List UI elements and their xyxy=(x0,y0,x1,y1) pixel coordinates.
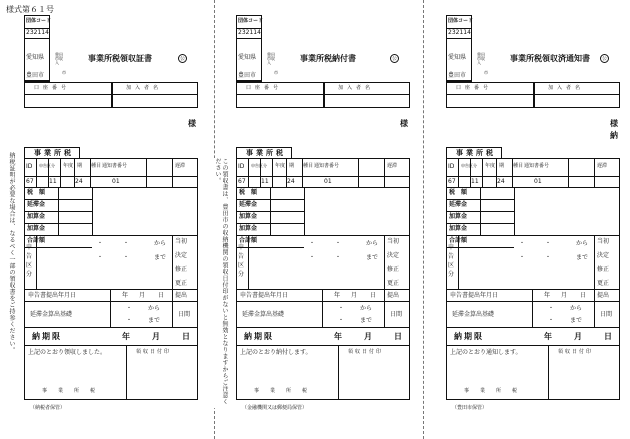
val-year: 24 xyxy=(287,178,295,185)
val-type: 11 xyxy=(261,178,269,185)
statement: 上記のとおり通知します。 xyxy=(450,349,522,356)
receipt-stamp-label: 領収日付印 xyxy=(348,349,384,355)
vline xyxy=(60,158,61,187)
hline xyxy=(24,38,50,39)
vline xyxy=(172,235,173,289)
form-title: 事業所税領収証書 xyxy=(88,54,152,63)
vline xyxy=(458,158,459,187)
col-period: 期 xyxy=(499,163,505,169)
right-label-1: 決定 xyxy=(597,252,610,259)
vline xyxy=(248,235,249,289)
hline xyxy=(446,94,620,95)
hline xyxy=(24,247,92,248)
deadline-year: 年 xyxy=(544,332,552,341)
vline xyxy=(594,289,595,301)
section-tab-label: 事業所税 xyxy=(456,149,496,157)
month-label: 月 xyxy=(351,292,358,299)
honorific-2: 納 xyxy=(610,131,618,140)
city: 豊田市 xyxy=(238,72,257,79)
circle-mark: 公 xyxy=(391,56,397,62)
col-overdue: 遅滞 xyxy=(387,163,398,169)
day-label: 日 xyxy=(158,292,165,299)
dot-5: ・ xyxy=(548,305,555,312)
amount-label-row_tax: 税 額 xyxy=(27,189,46,196)
right-label-0: 当初 xyxy=(597,238,610,245)
dot-4: ・ xyxy=(335,254,342,261)
stamp-label: 豊田市収入 xyxy=(55,52,63,65)
deadline-month: 月 xyxy=(574,332,582,341)
right-label-2: 修正 xyxy=(387,266,400,273)
col-overdue: 遅滞 xyxy=(597,163,608,169)
right-label-0: 当初 xyxy=(175,238,188,245)
vline xyxy=(322,289,323,301)
col-year: 年度 xyxy=(485,163,496,169)
col-year: 年度 xyxy=(275,163,286,169)
right-label-3: 更正 xyxy=(387,280,400,287)
col-year: 年度 xyxy=(63,163,74,169)
dot-5: ・ xyxy=(338,305,345,312)
amount-label-row_delay: 延滞金 xyxy=(449,201,468,208)
year-label: 年 xyxy=(122,292,129,299)
section-tab-label: 事業所税 xyxy=(34,149,74,157)
right-label-1: 決定 xyxy=(387,252,400,259)
hline xyxy=(236,345,410,346)
year-label: 年 xyxy=(544,292,551,299)
delay-calc-label: 延滞金算出基礎 xyxy=(242,311,285,318)
day-label: 日 xyxy=(370,292,377,299)
to-label: まで xyxy=(366,254,379,261)
hline xyxy=(24,94,198,95)
deadline-label: 納期限 xyxy=(244,332,274,341)
deadline-month: 月 xyxy=(364,332,372,341)
delay-calc-label: 延滞金算出基礎 xyxy=(452,311,495,318)
honorific: 様 xyxy=(610,119,618,128)
separator-2 xyxy=(423,0,424,439)
prefecture: 愛知県 xyxy=(26,54,45,61)
from-label: から xyxy=(576,240,589,247)
vline xyxy=(384,289,385,301)
mark-from: から xyxy=(360,305,373,312)
amount-label-row_total: 合計額 xyxy=(449,237,468,244)
vline xyxy=(384,235,385,289)
office-bottom: 事 業 所 税 xyxy=(464,388,521,394)
account-label: 口座番号 xyxy=(246,85,283,91)
declare-label: 申告区分 xyxy=(26,244,33,278)
col-notice: 通知書番号 xyxy=(524,163,550,169)
dot-6: ・ xyxy=(548,317,555,324)
submit-label: 提出 xyxy=(387,292,400,299)
prefecture: 愛知県 xyxy=(238,54,257,61)
hline xyxy=(446,327,620,328)
subscriber-label: 加入者名 xyxy=(126,85,163,91)
code-label: 団体コード xyxy=(238,18,264,24)
dot-1: ・ xyxy=(309,240,316,247)
val-year: 24 xyxy=(75,178,83,185)
right-label-1: 決定 xyxy=(175,252,188,259)
honorific: 様 xyxy=(400,119,408,128)
deadline-day: 日 xyxy=(604,332,612,341)
val-year: 24 xyxy=(497,178,505,185)
receipt-stamp-label: 領収日付印 xyxy=(136,349,172,355)
statement: 上記のとおり納付します。 xyxy=(240,349,312,356)
submit-label: 提出 xyxy=(175,292,188,299)
deadline-month: 月 xyxy=(152,332,160,341)
dot-4: ・ xyxy=(545,254,552,261)
circle-mark: 公 xyxy=(601,56,607,62)
vline xyxy=(172,289,173,301)
vline xyxy=(92,187,93,235)
code-label: 団体コード xyxy=(448,18,474,24)
col-type: 申告区分 xyxy=(39,163,55,168)
prefecture: 愛知県 xyxy=(448,54,467,61)
small-label: 市 xyxy=(484,70,488,75)
statement: 上記のとおり領収しました。 xyxy=(28,349,107,356)
hline xyxy=(446,345,620,346)
dot-3: ・ xyxy=(519,254,526,261)
amount-label-row_tax: 税 額 xyxy=(449,189,468,196)
from-label: から xyxy=(366,240,379,247)
vline xyxy=(304,187,305,235)
vline xyxy=(480,187,481,235)
subscriber-label: 加入者名 xyxy=(548,85,585,91)
vline xyxy=(270,187,271,235)
vline xyxy=(384,301,385,327)
amount-label-row_tax: 税 額 xyxy=(239,189,258,196)
mark-to: まで xyxy=(360,317,373,324)
form-title: 事業所税納付書 xyxy=(300,54,356,63)
account-label: 口座番号 xyxy=(34,85,71,91)
deadline-day: 日 xyxy=(182,332,190,341)
deadline-year: 年 xyxy=(122,332,130,341)
amount-label-row_add1: 加算金 xyxy=(449,213,468,220)
amount-label-row_add1: 加算金 xyxy=(27,213,46,220)
col-period: 期 xyxy=(77,163,83,169)
footer-note: （金融機関又は郵便局保管） xyxy=(242,405,308,411)
days-label: 日間 xyxy=(600,311,613,318)
right-label-2: 修正 xyxy=(175,266,188,273)
col-id: ID xyxy=(238,163,245,170)
declare-label: 申告区分 xyxy=(238,244,245,278)
circle-mark: 公 xyxy=(179,56,185,62)
mark-from: から xyxy=(570,305,583,312)
small-label: 市 xyxy=(274,70,278,75)
hline xyxy=(446,187,620,188)
amount-label-row_add2: 加算金 xyxy=(449,225,468,232)
col-type: 申告区分 xyxy=(461,163,477,168)
hline xyxy=(236,327,410,328)
vline xyxy=(272,158,273,187)
val-kind: 01 xyxy=(534,178,542,185)
submit-label: 提出 xyxy=(597,292,610,299)
account-label: 口座番号 xyxy=(456,85,493,91)
vline xyxy=(58,187,59,235)
col-kind: 種目 xyxy=(91,163,102,169)
form-1 xyxy=(22,0,198,439)
amount-label-row_add1: 加算金 xyxy=(239,213,258,220)
vline xyxy=(36,158,37,187)
amount-label-row_add2: 加算金 xyxy=(27,225,46,232)
to-label: まで xyxy=(576,254,589,261)
hline xyxy=(446,247,514,248)
val-kind: 01 xyxy=(112,178,120,185)
vline xyxy=(594,235,595,289)
vline xyxy=(36,235,37,289)
delay-calc-label: 延滞金算出基礎 xyxy=(30,311,73,318)
dot-3: ・ xyxy=(97,254,104,261)
amount-label-row_total: 合計額 xyxy=(27,237,46,244)
val-id: 67 xyxy=(26,178,34,185)
vline xyxy=(338,345,339,400)
amount-label-row_delay: 延滞金 xyxy=(27,201,46,208)
vline xyxy=(248,158,249,187)
stamp-label: 豊田市収入 xyxy=(267,52,275,65)
year-label: 年 xyxy=(334,292,341,299)
side-note-left: 納税証明が必要な場合は、なるべく一部の領収書をご持参ください。 xyxy=(8,152,15,354)
vline xyxy=(126,345,127,400)
dot-5: ・ xyxy=(126,305,133,312)
col-id: ID xyxy=(448,163,455,170)
deadline-label: 納期限 xyxy=(32,332,62,341)
right-label-0: 当初 xyxy=(387,238,400,245)
col-overdue: 遅滞 xyxy=(175,163,186,169)
vline xyxy=(146,158,147,187)
stamp-label: 豊田市収入 xyxy=(477,52,485,65)
dot-1: ・ xyxy=(97,240,104,247)
vline xyxy=(514,187,515,235)
hline xyxy=(236,187,410,188)
col-notice: 通知書番号 xyxy=(314,163,340,169)
vline xyxy=(548,345,549,400)
col-kind: 種目 xyxy=(513,163,524,169)
dot-6: ・ xyxy=(126,317,133,324)
hline xyxy=(24,327,198,328)
day-label: 日 xyxy=(580,292,587,299)
amount-label-row_add2: 加算金 xyxy=(239,225,258,232)
vline xyxy=(358,158,359,187)
vline xyxy=(568,158,569,187)
form-3 xyxy=(444,0,620,439)
val-id: 67 xyxy=(448,178,456,185)
hline xyxy=(24,345,198,346)
col-notice: 通知書番号 xyxy=(102,163,128,169)
report-date-label: 申告書提出年月日 xyxy=(240,292,289,299)
honorific: 様 xyxy=(188,119,196,128)
val-id: 67 xyxy=(238,178,246,185)
right-label-3: 更正 xyxy=(597,280,610,287)
right-label-3: 更正 xyxy=(175,280,188,287)
section-tab-label: 事業所税 xyxy=(246,149,286,157)
month-label: 月 xyxy=(139,292,146,299)
dot-6: ・ xyxy=(338,317,345,324)
dot-2: ・ xyxy=(335,240,342,247)
vline xyxy=(110,301,111,327)
city: 豊田市 xyxy=(26,72,45,79)
form-number: 様式第６１号 xyxy=(6,5,54,14)
report-date-label: 申告書提出年月日 xyxy=(450,292,499,299)
subscriber-label: 加入者名 xyxy=(338,85,375,91)
to-label: まで xyxy=(154,254,167,261)
office-bottom: 事 業 所 税 xyxy=(42,388,99,394)
hline xyxy=(236,94,410,95)
code-value: 232114 xyxy=(448,29,471,36)
val-kind: 01 xyxy=(324,178,332,185)
days-label: 日間 xyxy=(178,311,191,318)
vline xyxy=(482,158,483,187)
dot-4: ・ xyxy=(123,254,130,261)
val-type: 11 xyxy=(471,178,479,185)
vline xyxy=(532,301,533,327)
code-value: 232114 xyxy=(238,29,261,36)
col-period: 期 xyxy=(289,163,295,169)
from-label: から xyxy=(154,240,167,247)
vline xyxy=(594,158,595,187)
receipt-stamp-label: 領収日付印 xyxy=(558,349,594,355)
vline xyxy=(532,289,533,301)
deadline-day: 日 xyxy=(394,332,402,341)
dot-2: ・ xyxy=(123,240,130,247)
vline xyxy=(322,301,323,327)
days-label: 日間 xyxy=(390,311,403,318)
vline xyxy=(458,235,459,289)
small-label: 市 xyxy=(62,70,66,75)
mark-to: まで xyxy=(570,317,583,324)
form-title: 事業所税領収済通知書 xyxy=(510,54,590,63)
form-2 xyxy=(234,0,410,439)
city: 豊田市 xyxy=(448,72,467,79)
vline xyxy=(110,289,111,301)
mark-to: まで xyxy=(148,317,161,324)
mark-from: から xyxy=(148,305,161,312)
side-note-middle: この領収書は、豊田市の収納機関の領収日付印がないと無効となりますからご注意ください。 xyxy=(214,158,228,408)
deadline-label: 納期限 xyxy=(454,332,484,341)
col-kind: 種目 xyxy=(303,163,314,169)
vline xyxy=(172,158,173,187)
hline xyxy=(236,38,262,39)
report-date-label: 申告書提出年月日 xyxy=(28,292,77,299)
dot-3: ・ xyxy=(309,254,316,261)
declare-label: 申告区分 xyxy=(448,244,455,278)
amount-label-row_delay: 延滞金 xyxy=(239,201,258,208)
code-label: 団体コード xyxy=(26,18,52,24)
vline xyxy=(172,301,173,327)
office-bottom: 事 業 所 税 xyxy=(254,388,311,394)
month-label: 月 xyxy=(561,292,568,299)
hline xyxy=(446,38,472,39)
col-id: ID xyxy=(26,163,33,170)
vline xyxy=(384,158,385,187)
code-value: 232114 xyxy=(26,29,49,36)
dot-2: ・ xyxy=(545,240,552,247)
dot-1: ・ xyxy=(519,240,526,247)
col-type: 申告区分 xyxy=(251,163,267,168)
deadline-year: 年 xyxy=(334,332,342,341)
val-type: 11 xyxy=(49,178,57,185)
vline xyxy=(594,301,595,327)
hline xyxy=(24,187,198,188)
amount-label-row_total: 合計額 xyxy=(239,237,258,244)
footer-note: （納税者保管） xyxy=(30,405,66,411)
right-label-2: 修正 xyxy=(597,266,610,273)
hline xyxy=(236,247,304,248)
footer-note: （豊田市保管） xyxy=(452,405,488,411)
